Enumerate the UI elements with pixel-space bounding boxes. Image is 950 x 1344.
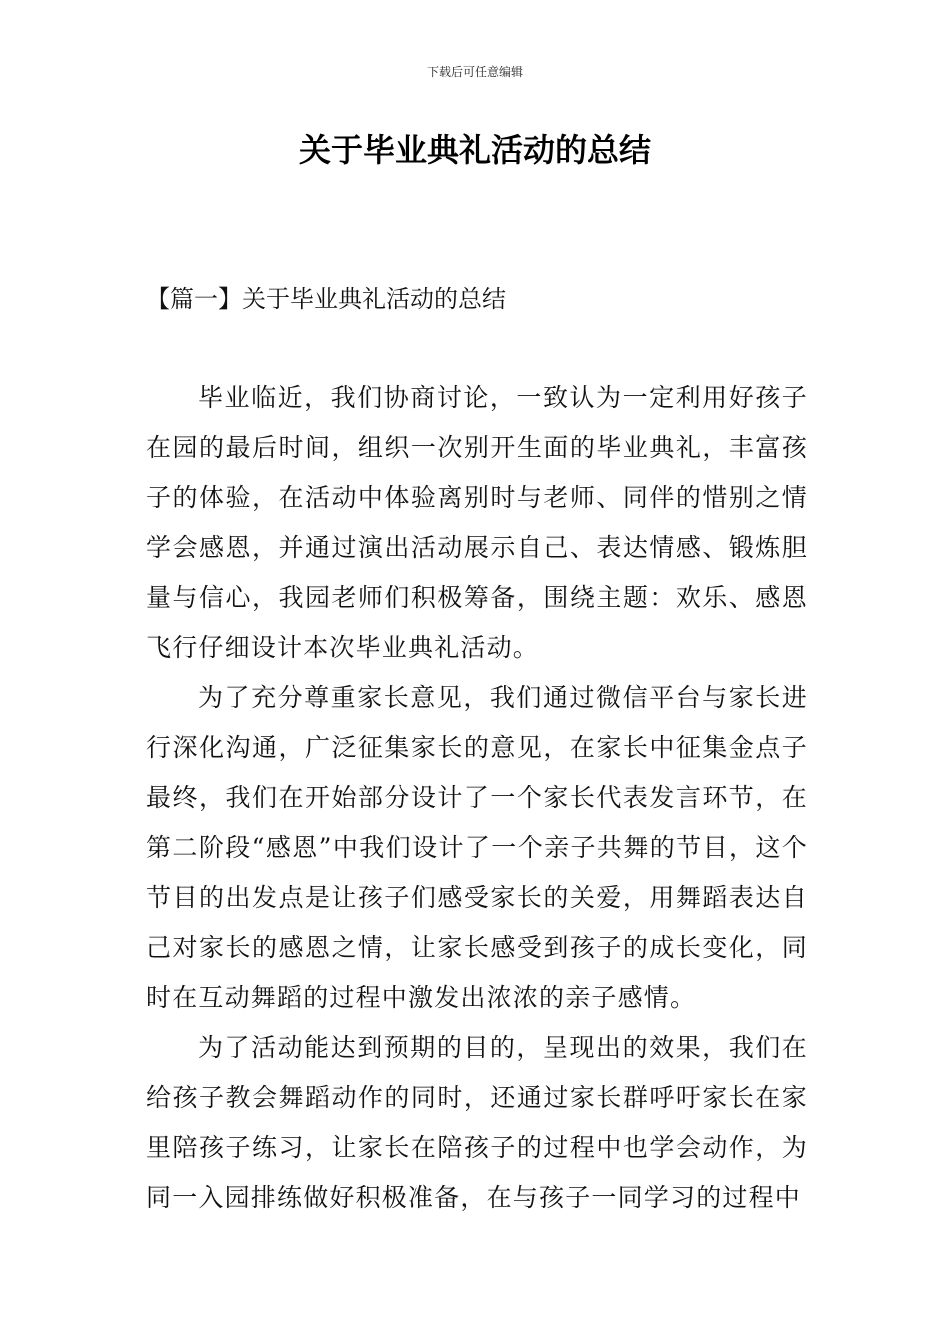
paragraph: 毕业临近，我们协商讨论，一致认为一定利用好孩子在园的最后时间，组织一次别开生面的毕业典礼，丰富孩子的体验，在活动中体验离别时与老师、同伴的惜别之情学会感恩，并通过演出活动展示自己、表达情感、锻炼胆量与信心，我园老师们积极筹备，围绕主题：欢乐、感恩飞行仔细设计本次毕业典礼活动。 [146, 383, 808, 662]
paragraph: 为了充分尊重家长意见，我们通过微信平台与家长进行深化沟通，广泛征集家长的意见，在家长中征集金点子最终，我们在开始部分设计了一个家长代表发言环节，在第二阶段“感恩”中我们设计了一个亲子共舞的节目，这个节目的出发点是让孩子们感受家长的关爱，用舞蹈表达自己对家长的感恩之情，让家长感受到孩子的成长变化，同时在互动舞蹈的过程中激发出浓浓的亲子感情。 [146, 683, 808, 1012]
header-note: 下载后可任意编辑 [426, 65, 523, 79]
document-body [146, 373, 808, 1223]
document-title: 关于毕业典礼活动的总结 [298, 131, 651, 169]
paragraph: 为了活动能达到预期的目的，呈现出的效果，我们在给孩子教会舞蹈动作的同时，还通过家长群呼吁家长在家里陪孩子练习，让家长在陪孩子的过程中也学会动作，为同一入园排练做好积极准备，在与孩子一同学习的过程中 [146, 1033, 808, 1212]
section-heading: 【篇一】关于毕业典礼活动的总结 [146, 285, 506, 313]
